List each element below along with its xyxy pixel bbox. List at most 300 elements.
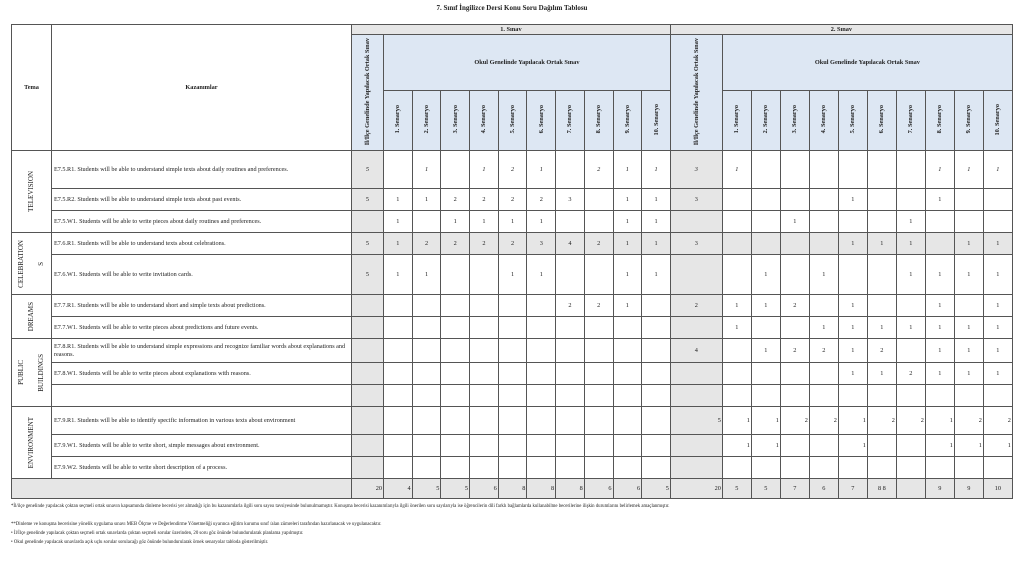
table-row: [12, 189, 1013, 211]
senaryo-count: 1: [412, 255, 441, 295]
senaryo-count: [613, 363, 642, 385]
senaryo-count: 2: [527, 189, 556, 211]
ilce-count-2: [670, 255, 722, 295]
senaryo-label: 7. Senaryo: [566, 105, 574, 134]
kazanim-cell: E7.7.W1. Students will be able to write pieces about predictions and future events.: [52, 317, 352, 339]
senaryo-count: 1: [642, 151, 671, 189]
table-row: [12, 457, 1013, 479]
senaryo-count: [384, 151, 413, 189]
senaryo-count: [584, 407, 613, 435]
senaryo-header: [498, 91, 527, 151]
senaryo-count: 1: [954, 363, 983, 385]
senaryo-count: 1: [896, 211, 925, 233]
sinav-1-header: 1. Sınav: [352, 25, 671, 35]
senaryo-count: [441, 407, 470, 435]
senaryo-count: [780, 435, 809, 457]
total-ilce-1: 20: [352, 479, 384, 499]
total-senaryo: 8: [556, 479, 585, 499]
senaryo-count: [954, 457, 983, 479]
kazanim-cell: [52, 385, 352, 407]
distribution-table: [11, 24, 1013, 499]
senaryo-count: [613, 435, 642, 457]
senaryo-count: [412, 385, 441, 407]
senaryo-count: [384, 295, 413, 317]
senaryo-count: 1: [751, 295, 780, 317]
theme-public-buildings: [12, 339, 52, 407]
senaryo-header: [441, 91, 470, 151]
total-senaryo: 6: [809, 479, 838, 499]
senaryo-count: [470, 339, 499, 363]
senaryo-count: [584, 317, 613, 339]
senaryo-count: [412, 435, 441, 457]
senaryo-count: 1: [925, 295, 954, 317]
senaryo-count: [412, 407, 441, 435]
senaryo-count: [498, 435, 527, 457]
theme-label: TELEVISION: [26, 171, 35, 212]
total-senaryo: 9: [954, 479, 983, 499]
senaryo-count: 1: [498, 255, 527, 295]
senaryo-count: [441, 435, 470, 457]
senaryo-count: 1: [925, 363, 954, 385]
total-senaryo: 8: [527, 479, 556, 499]
senaryo-count: [867, 189, 896, 211]
senaryo-count: [498, 385, 527, 407]
senaryo-count: 2: [441, 233, 470, 255]
senaryo-count: 4: [556, 233, 585, 255]
senaryo-label: 9. Senaryo: [623, 105, 631, 134]
senaryo-header: [867, 91, 896, 151]
senaryo-count: 1: [954, 317, 983, 339]
senaryo-count: [722, 363, 751, 385]
senaryo-count: 2: [954, 407, 983, 435]
senaryo-count: [470, 385, 499, 407]
kazanim-cell: E7.6.W1. Students will be able to write invitation cards.: [52, 255, 352, 295]
senaryo-count: [983, 385, 1012, 407]
senaryo-count: [642, 363, 671, 385]
senaryo-header: [983, 91, 1012, 151]
senaryo-count: 1: [613, 233, 642, 255]
senaryo-count: 2: [780, 339, 809, 363]
senaryo-count: 3: [556, 189, 585, 211]
senaryo-count: 1: [613, 151, 642, 189]
senaryo-count: [441, 255, 470, 295]
ilce-count-2: 4: [670, 339, 722, 363]
senaryo-count: 2: [412, 233, 441, 255]
senaryo-count: [527, 363, 556, 385]
senaryo-count: 1: [780, 211, 809, 233]
kazanim-cell: E7.6.R1. Students will be able to understand texts about celebrations.: [52, 233, 352, 255]
total-senaryo: 6: [470, 479, 499, 499]
senaryo-count: [584, 385, 613, 407]
ilce-ortak-sinav-1: [352, 35, 384, 151]
senaryo-count: [751, 189, 780, 211]
total-senaryo: [896, 479, 925, 499]
senaryo-count: [896, 189, 925, 211]
senaryo-count: [838, 151, 867, 189]
senaryo-count: [925, 385, 954, 407]
senaryo-header: [556, 91, 585, 151]
senaryo-count: 2: [809, 339, 838, 363]
senaryo-count: 1: [896, 255, 925, 295]
senaryo-count: [384, 457, 413, 479]
kazanim-cell: E7.9.R1. Students will be able to identify specific information in various texts about environment: [52, 407, 352, 435]
senaryo-count: [584, 211, 613, 233]
senaryo-count: [556, 317, 585, 339]
senaryo-count: [556, 211, 585, 233]
senaryo-count: 2: [584, 233, 613, 255]
ilce-count-1: [352, 295, 384, 317]
table-row: [12, 255, 1013, 295]
senaryo-count: 1: [925, 435, 954, 457]
senaryo-count: [809, 189, 838, 211]
senaryo-count: 1: [838, 317, 867, 339]
senaryo-header: [751, 91, 780, 151]
senaryo-count: [470, 295, 499, 317]
total-senaryo: 8: [498, 479, 527, 499]
senaryo-count: 1: [954, 339, 983, 363]
senaryo-count: 2: [441, 189, 470, 211]
theme-label: BUILDINGS: [36, 353, 45, 392]
kazanim-cell: E7.8.W1. Students will be able to write pieces about explanations with reasons.: [52, 363, 352, 385]
senaryo-header: [809, 91, 838, 151]
senaryo-count: 1: [441, 211, 470, 233]
senaryo-count: [809, 233, 838, 255]
senaryo-count: [556, 457, 585, 479]
senaryo-count: [896, 151, 925, 189]
senaryo-count: [780, 151, 809, 189]
senaryo-count: 1: [384, 211, 413, 233]
senaryo-count: 1: [925, 255, 954, 295]
kazanimlar-header: Kazanımlar: [52, 25, 352, 151]
senaryo-count: [584, 255, 613, 295]
senaryo-count: 1: [642, 255, 671, 295]
senaryo-count: 1: [751, 339, 780, 363]
theme-label: CELEBRATION: [17, 239, 26, 288]
kazanim-cell: E7.9.W2. Students will be able to write short description of a process.: [52, 457, 352, 479]
senaryo-count: 1: [838, 233, 867, 255]
senaryo-count: [896, 435, 925, 457]
senaryo-count: [751, 317, 780, 339]
senaryo-label: 4. Senaryo: [820, 105, 828, 134]
senaryo-count: [751, 363, 780, 385]
table-row: [12, 385, 1013, 407]
sinav-2-header: 2. Sınav: [670, 25, 1012, 35]
senaryo-count: 1: [838, 339, 867, 363]
senaryo-header: [384, 91, 413, 151]
senaryo-count: 1: [867, 233, 896, 255]
page-title: 7. Sınıf İngilizce Dersi Konu Soru Dağılım Tablosu: [436, 4, 588, 12]
senaryo-count: 1: [527, 255, 556, 295]
senaryo-count: [896, 295, 925, 317]
senaryo-label: 1. Senaryo: [394, 105, 402, 134]
senaryo-count: 1: [498, 211, 527, 233]
senaryo-label: 10. Senaryo: [994, 103, 1002, 136]
senaryo-count: [838, 457, 867, 479]
senaryo-count: 1: [527, 151, 556, 189]
senaryo-count: [527, 457, 556, 479]
senaryo-count: [584, 363, 613, 385]
theme-television: [12, 151, 52, 233]
senaryo-header: [584, 91, 613, 151]
senaryo-count: [751, 233, 780, 255]
senaryo-count: 1: [925, 189, 954, 211]
senaryo-count: 1: [470, 211, 499, 233]
senaryo-count: 1: [954, 233, 983, 255]
senaryo-count: [556, 407, 585, 435]
senaryo-label: 1. Senaryo: [733, 105, 741, 134]
senaryo-header: [780, 91, 809, 151]
senaryo-count: 1: [867, 363, 896, 385]
theme-celebrations: [12, 233, 52, 295]
senaryo-count: [954, 295, 983, 317]
senaryo-count: 2: [867, 339, 896, 363]
footnote-3: • İl/İlçe genelinde yapılacak çoktan seçmeli ortak sınavlarda çoktan seçmeli sorular üzerinden, 20 soru göz önünde bulundurularak planlama yapılmıştır.: [11, 531, 304, 536]
kazanim-cell: E7.5.W1. Students will be able to write pieces about daily routines and preferences.: [52, 211, 352, 233]
senaryo-count: [613, 407, 642, 435]
senaryo-count: [384, 407, 413, 435]
senaryo-count: [867, 295, 896, 317]
senaryo-label: 5. Senaryo: [849, 105, 857, 134]
ilce-count-2: 3: [670, 233, 722, 255]
ilce-count-1: [352, 211, 384, 233]
senaryo-count: [896, 457, 925, 479]
senaryo-label: 8. Senaryo: [936, 105, 944, 134]
table-row: [12, 363, 1013, 385]
senaryo-count: [412, 363, 441, 385]
senaryo-header: [954, 91, 983, 151]
senaryo-count: 1: [809, 255, 838, 295]
senaryo-count: 1: [838, 189, 867, 211]
senaryo-count: [925, 457, 954, 479]
senaryo-count: 1: [642, 211, 671, 233]
total-senaryo: 4: [384, 479, 413, 499]
senaryo-count: [441, 317, 470, 339]
ilce-count-2: 5: [670, 407, 722, 435]
total-senaryo: 5: [722, 479, 751, 499]
senaryo-count: 1: [983, 151, 1012, 189]
senaryo-count: 1: [838, 295, 867, 317]
senaryo-count: [613, 339, 642, 363]
theme-label: DREAMS: [26, 301, 35, 332]
senaryo-count: 1: [838, 435, 867, 457]
senaryo-header: [412, 91, 441, 151]
senaryo-label: 10. Senaryo: [652, 103, 660, 136]
senaryo-count: 1: [384, 189, 413, 211]
senaryo-count: [642, 317, 671, 339]
senaryo-count: 1: [722, 295, 751, 317]
ilce-count-1: 5: [352, 189, 384, 211]
senaryo-header: [896, 91, 925, 151]
senaryo-count: [780, 233, 809, 255]
senaryo-count: [498, 339, 527, 363]
senaryo-count: [867, 151, 896, 189]
total-senaryo: 6: [613, 479, 642, 499]
senaryo-count: [498, 317, 527, 339]
kazanim-cell: E7.5.R1. Students will be able to understand simple texts about daily routines and preferences.: [52, 151, 352, 189]
okul-ortak-sinav-2: Okul Genelinde Yapılacak Ortak Sınav: [722, 35, 1012, 91]
senaryo-count: [809, 363, 838, 385]
senaryo-count: [642, 385, 671, 407]
ilce-count-2: [670, 317, 722, 339]
senaryo-count: 1: [925, 317, 954, 339]
senaryo-count: [498, 295, 527, 317]
senaryo-count: [584, 189, 613, 211]
senaryo-count: 2: [470, 189, 499, 211]
ilce-count-1: [352, 407, 384, 435]
total-senaryo: 8 8: [867, 479, 896, 499]
senaryo-count: [412, 339, 441, 363]
senaryo-count: [896, 385, 925, 407]
senaryo-count: 1: [925, 339, 954, 363]
senaryo-label: 8. Senaryo: [595, 105, 603, 134]
senaryo-label: 6. Senaryo: [878, 105, 886, 134]
senaryo-count: 1: [896, 317, 925, 339]
total-senaryo: 9: [925, 479, 954, 499]
senaryo-count: [642, 339, 671, 363]
senaryo-count: [751, 151, 780, 189]
senaryo-count: [867, 435, 896, 457]
ilce-count-2: 3: [670, 151, 722, 189]
total-senaryo: 7: [780, 479, 809, 499]
senaryo-label: 2. Senaryo: [762, 105, 770, 134]
senaryo-count: 1: [412, 189, 441, 211]
senaryo-count: [498, 363, 527, 385]
senaryo-count: [470, 435, 499, 457]
ilce-count-1: [352, 457, 384, 479]
senaryo-count: [441, 151, 470, 189]
footnote-4: • Okul genelinde yapılacak sınavlarda açık uçlu sorular sorulacağı göz önünde bulundurularak örnek senaryolar tabloda gösterilmiştir.: [11, 540, 269, 545]
senaryo-label: 2. Senaryo: [423, 105, 431, 134]
senaryo-count: 2: [556, 295, 585, 317]
table-row: [12, 211, 1013, 233]
senaryo-count: 2: [470, 233, 499, 255]
ilce-count-1: [352, 385, 384, 407]
senaryo-count: [584, 457, 613, 479]
senaryo-count: [954, 385, 983, 407]
senaryo-count: [838, 255, 867, 295]
senaryo-count: 2: [498, 189, 527, 211]
senaryo-header: [613, 91, 642, 151]
senaryo-count: [556, 363, 585, 385]
senaryo-count: [613, 317, 642, 339]
senaryo-count: 2: [780, 295, 809, 317]
senaryo-count: 1: [751, 435, 780, 457]
senaryo-count: [527, 295, 556, 317]
senaryo-count: [954, 189, 983, 211]
senaryo-count: [556, 435, 585, 457]
ilce-count-2: 3: [670, 189, 722, 211]
senaryo-count: [780, 363, 809, 385]
senaryo-count: 1: [470, 151, 499, 189]
senaryo-count: [867, 457, 896, 479]
senaryo-label: 9. Senaryo: [965, 105, 973, 134]
senaryo-count: 1: [983, 295, 1012, 317]
ilce-ortak-label: İl/İlçe Genelinde Yapılacak Ortak Sınav: [364, 37, 371, 146]
senaryo-count: [441, 385, 470, 407]
senaryo-count: [412, 295, 441, 317]
total-senaryo: 5: [441, 479, 470, 499]
senaryo-count: [498, 457, 527, 479]
senaryo-count: [780, 255, 809, 295]
senaryo-count: [809, 435, 838, 457]
senaryo-count: [384, 339, 413, 363]
footnote-2: **Dinleme ve konuşma becerisine yönelik uygulama sınavı MEB Ölçme ve Değerlendirme Yönetmeliği uyarınca eğitim kurumu sınıf /alan zümreleri tarafından hazırlanacak ve uygulanacaktır.: [11, 522, 382, 527]
ilce-count-1: 5: [352, 151, 384, 189]
senaryo-label: 6. Senaryo: [537, 105, 545, 134]
ilce-count-2: [670, 385, 722, 407]
senaryo-count: [642, 457, 671, 479]
senaryo-count: 1: [954, 151, 983, 189]
senaryo-count: [556, 385, 585, 407]
ilce-count-1: 5: [352, 255, 384, 295]
senaryo-count: 1: [722, 151, 751, 189]
senaryo-count: 1: [722, 407, 751, 435]
senaryo-count: [722, 385, 751, 407]
senaryo-count: [470, 457, 499, 479]
senaryo-count: 1: [384, 255, 413, 295]
senaryo-count: 1: [642, 189, 671, 211]
senaryo-count: 1: [925, 151, 954, 189]
senaryo-count: [470, 363, 499, 385]
theme-environment: [12, 407, 52, 479]
senaryo-count: [983, 189, 1012, 211]
senaryo-header: [470, 91, 499, 151]
senaryo-count: [983, 457, 1012, 479]
senaryo-count: [954, 211, 983, 233]
senaryo-count: 3: [527, 233, 556, 255]
senaryo-count: 2: [809, 407, 838, 435]
senaryo-count: 1: [983, 317, 1012, 339]
senaryo-count: 1: [412, 151, 441, 189]
senaryo-header: [925, 91, 954, 151]
senaryo-count: 1: [983, 339, 1012, 363]
table-row: [12, 151, 1013, 189]
total-senaryo: 5: [751, 479, 780, 499]
senaryo-count: [809, 295, 838, 317]
senaryo-count: [642, 295, 671, 317]
ilce-count-2: [670, 457, 722, 479]
senaryo-count: 2: [780, 407, 809, 435]
senaryo-count: [412, 211, 441, 233]
senaryo-count: 2: [498, 151, 527, 189]
table-row: [12, 317, 1013, 339]
senaryo-count: 1: [384, 233, 413, 255]
okul-ortak-sinav-1: Okul Genelinde Yapılacak Ortak Sınav: [384, 35, 671, 91]
table-row: [12, 295, 1013, 317]
senaryo-count: 1: [613, 255, 642, 295]
senaryo-count: 1: [613, 211, 642, 233]
senaryo-count: [780, 385, 809, 407]
senaryo-count: [722, 211, 751, 233]
senaryo-count: 1: [867, 317, 896, 339]
ilce-count-2: 2: [670, 295, 722, 317]
total-ilce-2: 20: [670, 479, 722, 499]
table-row: [12, 407, 1013, 435]
kazanim-cell: E7.9.W1. Students will be able to write short, simple messages about environment.: [52, 435, 352, 457]
senaryo-count: [412, 457, 441, 479]
senaryo-label: 7. Senaryo: [907, 105, 915, 134]
kazanim-cell: E7.7.R1. Students will be able to understand short and simple texts about predictions.: [52, 295, 352, 317]
senaryo-count: 2: [896, 363, 925, 385]
senaryo-count: [722, 457, 751, 479]
senaryo-count: 1: [983, 233, 1012, 255]
senaryo-count: [498, 407, 527, 435]
senaryo-count: [556, 255, 585, 295]
senaryo-count: 1: [896, 233, 925, 255]
senaryo-count: [867, 255, 896, 295]
senaryo-count: [751, 211, 780, 233]
senaryo-count: 2: [498, 233, 527, 255]
